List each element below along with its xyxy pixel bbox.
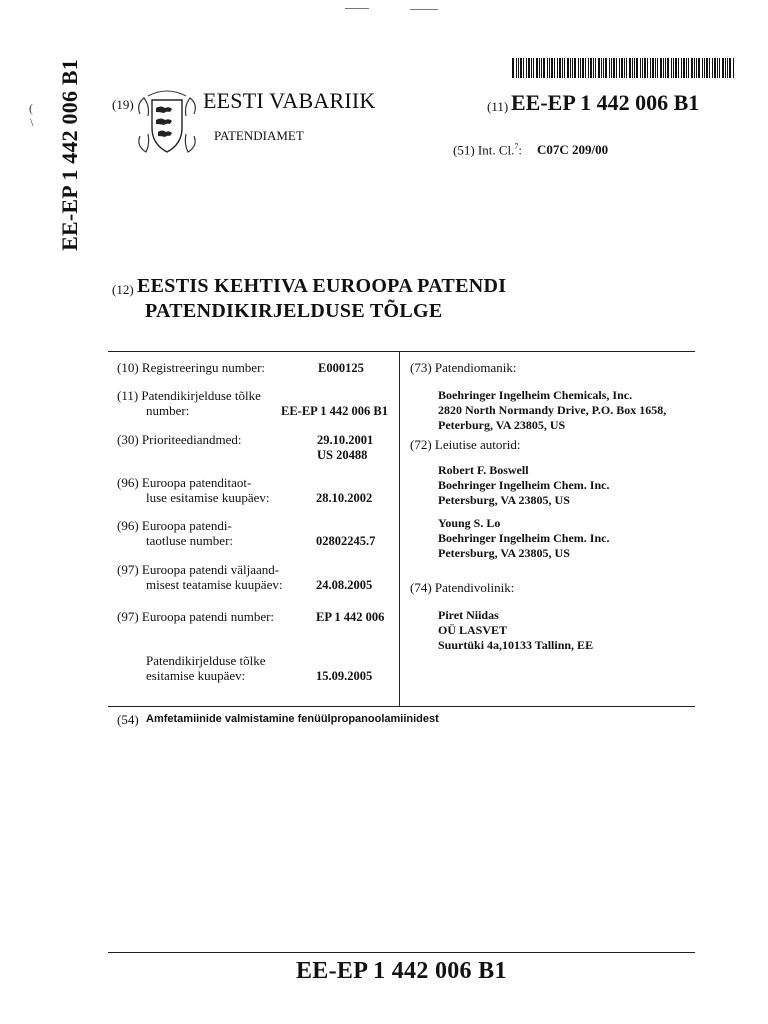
invention-title-code: (54) bbox=[117, 712, 139, 727]
inventor-1-name: Robert F. Boswell bbox=[438, 463, 529, 477]
classification-value: C07C 209/00 bbox=[537, 142, 609, 157]
attorney-name: Piret Niidas bbox=[438, 608, 499, 622]
translation-filing-date-label-2: esitamise kuupäev: bbox=[146, 668, 246, 683]
invention-title: Amfetamiinide valmistamine fenüülpropanoolamiinidest bbox=[146, 713, 439, 725]
estonian-coat-of-arms-icon bbox=[134, 88, 200, 158]
patent-owner-city: Peterburg, VA 23805, US bbox=[438, 418, 566, 432]
inventor-1-city: Petersburg, VA 23805, US bbox=[438, 493, 570, 507]
attorney-label: (74) Patendivolinik: bbox=[410, 580, 515, 595]
document-number-code: (11) bbox=[487, 99, 509, 114]
heading-line-1: EESTIS KEHTIVA EUROOPA PATENDI bbox=[137, 275, 507, 297]
ep-application-number-label-2: taotluse number: bbox=[146, 533, 234, 548]
office-code: (19) bbox=[112, 97, 134, 112]
table-column-divider bbox=[399, 351, 400, 706]
patent-owner-label: (73) Patendiomanik: bbox=[410, 360, 517, 375]
side-mark-2: \ bbox=[30, 115, 34, 129]
classification-label: (51) Int. Cl.$^7$: bbox=[453, 142, 523, 158]
priority-number-value: US 20488 bbox=[317, 448, 368, 462]
ep-application-number-label-1: (96) Euroopa patendi- bbox=[117, 518, 232, 533]
heading-code: (12) bbox=[112, 282, 134, 297]
attorney-address: Suurtüki 4a,10133 Tallinn, EE bbox=[438, 638, 594, 652]
priority-data-label: (30) Prioriteediandmed: bbox=[117, 432, 242, 447]
grant-notice-date-label-1: (97) Euroopa patendi väljaand- bbox=[117, 562, 280, 577]
ep-application-date-value: 28.10.2002 bbox=[316, 491, 373, 505]
footer-document-number: EE-EP 1 442 006 B1 bbox=[296, 958, 507, 984]
heading-line-2: PATENDIKIRJELDUSE TÕLGE bbox=[145, 300, 443, 322]
inventor-2-name: Young S. Lo bbox=[438, 516, 501, 530]
registration-number-value: E000125 bbox=[318, 361, 364, 375]
inventor-2-company: Boehringer Ingelheim Chem. Inc. bbox=[438, 531, 610, 545]
attorney-company: OÜ LASVET bbox=[438, 623, 508, 637]
translation-filing-date-value: 15.09.2005 bbox=[316, 669, 373, 683]
scan-mark-left bbox=[345, 8, 369, 9]
ep-patent-number-value: EP 1 442 006 bbox=[316, 610, 385, 624]
registration-number-label: (10) Registreeringu number: bbox=[117, 360, 266, 375]
agency-name: PATENDIAMET bbox=[214, 128, 304, 143]
translation-number-label-1: (11) Patendikirjelduse tõlke bbox=[117, 388, 261, 403]
patent-owner-address: 2820 North Normandy Drive, P.O. Box 1658, bbox=[438, 403, 667, 417]
ep-patent-number-label: (97) Euroopa patendi number: bbox=[117, 609, 275, 624]
inventors-label: (72) Leiutise autorid: bbox=[410, 437, 521, 452]
translation-number-label-2: number: bbox=[146, 403, 190, 418]
side-document-number: EE-EP 1 442 006 B1 bbox=[57, 59, 82, 251]
scan-mark-right bbox=[410, 9, 438, 10]
barcode bbox=[512, 58, 734, 78]
ep-application-number-value: 02802245.7 bbox=[316, 534, 376, 548]
side-mark-1: ( bbox=[29, 101, 33, 115]
country-name: EESTI VABARIIK bbox=[203, 88, 376, 113]
patent-owner-name: Boehringer Ingelheim Chemicals, Inc. bbox=[438, 388, 633, 402]
grant-notice-date-value: 24.08.2005 bbox=[316, 578, 373, 592]
grant-notice-date-label-2: misest teatamise kuupäev: bbox=[146, 577, 283, 592]
translation-number-value: EE-EP 1 442 006 B1 bbox=[281, 404, 388, 418]
translation-filing-date-label-1: Patendikirjelduse tõlke bbox=[146, 653, 266, 668]
document-number: EE-EP 1 442 006 B1 bbox=[511, 90, 700, 115]
table-bottom-rule bbox=[108, 706, 695, 707]
ep-application-date-label-1: (96) Euroopa patenditaot- bbox=[117, 475, 252, 490]
inventor-1-company: Boehringer Ingelheim Chem. Inc. bbox=[438, 478, 610, 492]
inventor-2-city: Petersburg, VA 23805, US bbox=[438, 546, 570, 560]
priority-date-value: 29.10.2001 bbox=[317, 433, 374, 447]
footer-rule bbox=[108, 952, 695, 953]
table-top-rule bbox=[108, 351, 695, 352]
ep-application-date-label-2: luse esitamise kuupäev: bbox=[146, 490, 270, 505]
